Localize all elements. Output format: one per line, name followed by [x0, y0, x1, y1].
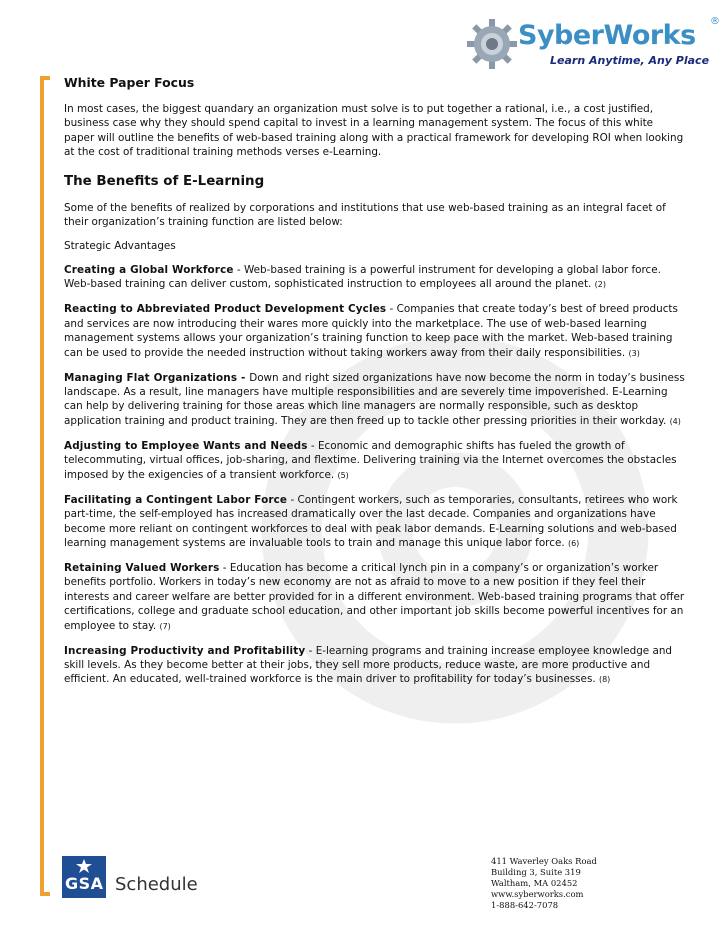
- website-link[interactable]: www.syberworks.com: [491, 889, 584, 899]
- benefit-lead: Reacting to Abbreviated Product Development Cycles: [64, 303, 387, 316]
- gsa-text: GSA: [65, 874, 104, 893]
- benefit-ref: (7): [159, 621, 171, 631]
- benefit-item: Facilitating a Contingent Labor Force - Contingent workers, such as temporaries, consultants, retirees who work part-time, the self-employed has increased dramatically over the last decade. Companies and organizations have become more reliant on contingent workforces to deal with peak labor demands. E-Learning solutions and web-based learning management systems are invaluable tools to train and manage this unique labor force. (6): [64, 493, 678, 549]
- benefit-ref: (3): [628, 348, 640, 358]
- star-icon: [74, 858, 94, 874]
- registered-mark: ®: [710, 16, 720, 27]
- benefit-ref: (2): [594, 280, 606, 290]
- benefit-text: Web-based training is a powerful instrument for developing a global labor force. Web-based training can deliver custom, sophisticated instruction to employees all around the planet.: [64, 264, 661, 291]
- focus-paragraph: In most cases, the biggest quandary an organization must solve is to put together a rational, i.e., a cost justified, business case why they should spend capital to invest in a learning management system. The focus of this white paper will outline the benefits of web-based training along with a practical framework for developing ROI when looking at the cost of traditional training methods verses e-Learning.: [64, 103, 684, 159]
- benefit-lead: Adjusting to Employee Wants and Needs: [64, 439, 308, 452]
- benefit-item: Creating a Global Workforce - Web-based training is a powerful instrument for developing a global labor force. Web-based training can deliver custom, sophisticated instruction to employees all around the planet. (2): [64, 264, 661, 291]
- address-line: 411 Waverley Oaks Road: [491, 856, 597, 866]
- benefit-item: Increasing Productivity and Profitability - E-learning programs and training increase employee knowledge and skill levels. As they become better at their jobs, they sell more products, reduce waste, are more productive and efficient. An educated, well-trained workforce is the main driver to profitability for today’s businesses. (8): [64, 644, 673, 686]
- benefit-ref: (5): [337, 470, 349, 480]
- logo-name: SyberWorks: [518, 20, 696, 51]
- address-line: Building 3, Suite 319: [491, 867, 581, 877]
- strategic-advantages-label: Strategic Advantages: [64, 240, 176, 253]
- logo-tagline: Learn Anytime, Any Place: [550, 54, 710, 67]
- benefit-item: Retaining Valued Workers - Education has become a critical lynch pin in a company’s or organization’s worker benefits portfolio. Workers in today’s new economy are not as afraid to move to a new position if they feel their interests and career welfare are better provided for in a different environment. Web-based training programs that offer certifications, college and graduate school education, and other important job skills become powerful incentives for an employee to stay. (7): [64, 561, 685, 632]
- benefit-text: Contingent workers, such as temporaries, consultants, retirees who work part-time, the self-employed has increased dramatically over the last decade. Companies and organizations have become more reliant on contingent workforces to deal with peak labor demands. E-Learning solutions and web-based learning management systems are invaluable tools to train and manage this unique labor force.: [64, 493, 678, 549]
- focus-heading: White Paper Focus: [64, 75, 195, 90]
- phone-number: 1-888-642-7078: [491, 900, 559, 910]
- benefit-lead: Retaining Valued Workers: [64, 561, 220, 574]
- benefit-text: Economic and demographic shifts has fueled the growth of telecommuting, virtual offices, job-sharing, and flextime. Delivering training via the Internet overcomes the obstacles imposed by the exigencies of a transient workforce.: [64, 439, 677, 481]
- company-address: [491, 856, 597, 911]
- benefit-text: E-learning programs and training increase employee knowledge and skill levels. As they become better at their jobs, they sell more products, reduce waste, are more productive and efficient. An educated, well-trained workforce is the main driver to profitability for today’s businesses.: [64, 644, 673, 686]
- benefits-intro: Some of the benefits of realized by corporations and institutions that use web-based training as an integral facet of their organization’s training function are listed below:: [64, 201, 666, 229]
- benefit-ref: (4): [669, 416, 681, 426]
- benefit-lead: Facilitating a Contingent Labor Force: [64, 493, 288, 506]
- benefits-heading: The Benefits of E-Learning: [64, 173, 265, 189]
- benefit-ref: (6): [567, 538, 580, 548]
- syberworks-logo: [466, 14, 722, 74]
- benefit-lead: Creating a Global Workforce: [64, 264, 234, 277]
- benefit-text: Companies that create today’s best of breed products and services are now introducing their wares more quickly into the marketplace. The use of web-based learning management systems allows your organization’s training function to keep pace with the market. Web-based training can be used to provide the needed instruction without taking workers away from their daily responsibilities.: [64, 303, 678, 359]
- benefit-lead: Increasing Productivity and Profitability: [64, 644, 306, 657]
- left-accent-bracket: [40, 76, 50, 896]
- schedule-text: Schedule: [115, 874, 198, 895]
- address-line: Waltham, MA 02452: [491, 878, 578, 888]
- document-body: [64, 75, 686, 697]
- benefit-ref: (8): [598, 675, 611, 685]
- benefit-lead: Managing Flat Organizations -: [64, 371, 250, 384]
- benefit-item: Reacting to Abbreviated Product Development Cycles - Companies that create today’s best of breed products and services are now introducing their wares more quickly into the marketplace. The use of web-based learning management systems allows your organization’s training function to keep pace with the market. Web-based training can be used to provide the needed instruction without taking workers away from their daily responsibilities. (3): [64, 303, 678, 359]
- benefit-text: Down and right sized organizations have now become the norm in today’s business landscape. As a result, line managers have multiple responsibilities and are severely time impoverished. E-Learning can help by delivering training for those areas which line managers are normally responsible, such as desktop application training and product training. They are then freed up to tackle other pressing priorities in their workday.: [64, 371, 685, 427]
- gsa-badge: [62, 856, 106, 898]
- gear-icon: [466, 18, 518, 70]
- benefit-text: Education has become a critical lynch pin in a company’s or organization’s worker benefits portfolio. Workers in today’s new economy are not as afraid to move to a new position if they feel their interests and career welfare are better provided for in a different environment. Web-based training programs that offer certifications, college and graduate school education, and other important job skills become powerful incentives for an employee to stay.: [64, 561, 685, 632]
- gsa-schedule-logo: [62, 856, 198, 898]
- benefit-item: [64, 371, 686, 430]
- benefit-item: Adjusting to Employee Wants and Needs - Economic and demographic shifts has fueled the growth of telecommuting, virtual offices, job-sharing, and flextime. Delivering training via the Internet overcomes the obstacles imposed by the exigencies of a transient workforce. (5): [64, 439, 677, 481]
